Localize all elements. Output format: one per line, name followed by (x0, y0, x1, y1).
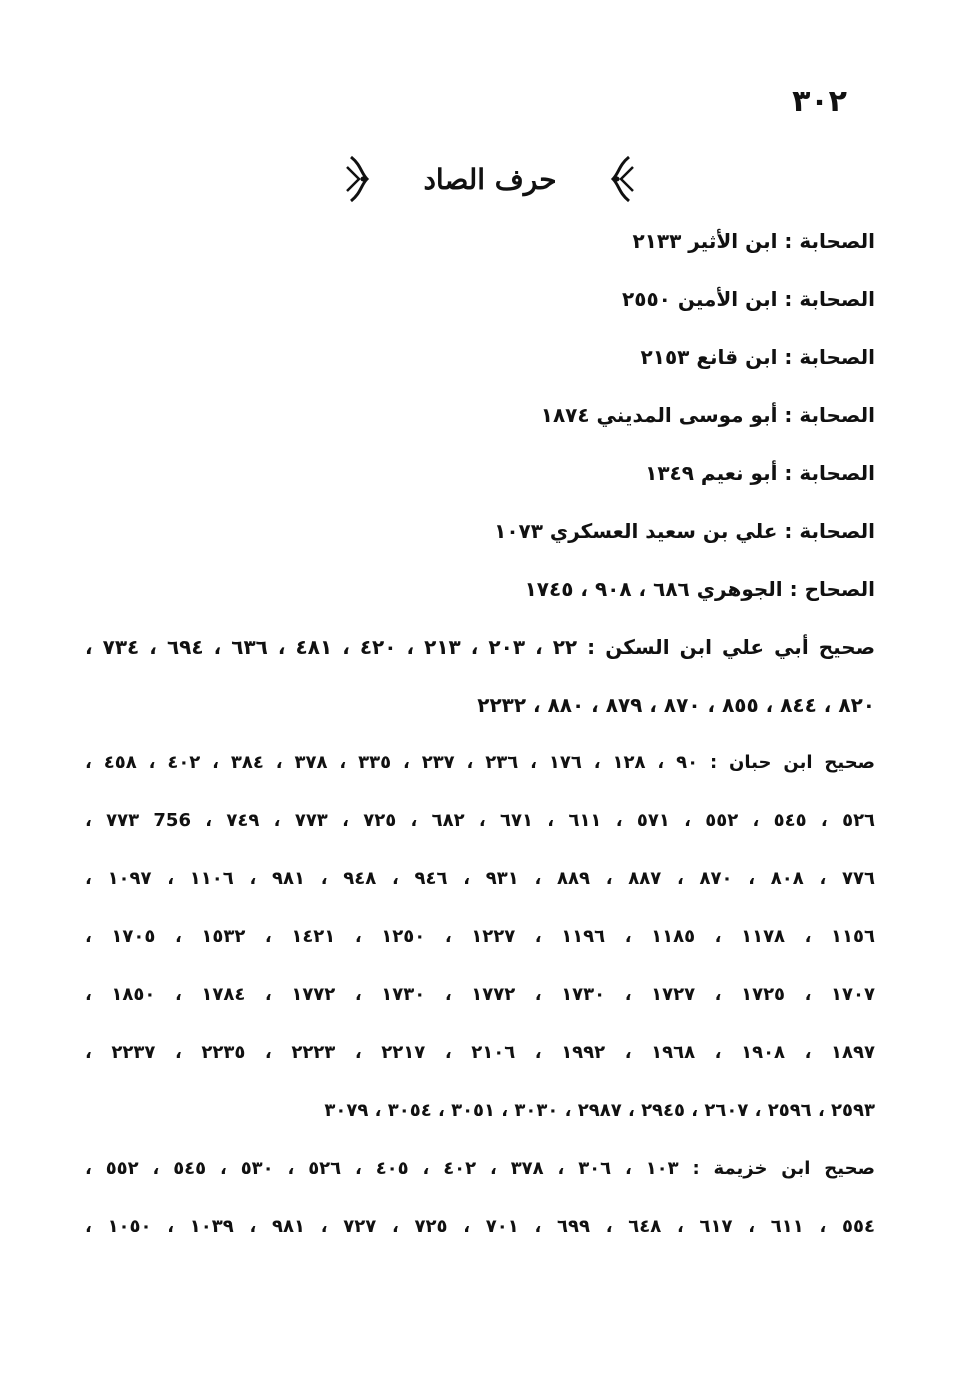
index-line: ١١٥٦ ، ١١٧٨ ، ١١٨٥ ، ١١٩٦ ، ١٢٢٧ ، ١٢٥٠ ، ١٤٢١ ، ١٥٣٢ ، ١٧٠٥ ، (85, 926, 875, 947)
index-line: صحيح ابن خزيمة : ١٠٣ ، ٣٠٦ ، ٣٧٨ ، ٤٠٢ ، ٤٠٥ ، ٥٢٦ ، ٥٣٠ ، ٥٤٥ ، ٥٥٢ ، (85, 1158, 875, 1179)
heading-title: حرف الصاد (423, 162, 557, 196)
index-line: ٨٢٠ ، ٨٤٤ ، ٨٥٥ ، ٨٧٠ ، ٨٧٩ ، ٨٨٠ ، ٢٢٣٢ (477, 693, 875, 717)
index-line: الصحابة : أبو موسى المديني ١٨٧٤ (540, 403, 875, 427)
index-line: ٥٢٦ ، ٥٤٥ ، ٥٥٢ ، ٥٧١ ، ٦١١ ، ٦٧١ ، ٦٨٢ ، ٧٢٥ ، ٧٧٣ ، ٧٤٩ ، 756 ٧٧٣ ، (85, 810, 875, 831)
index-line: ١٨٩٧ ، ١٩٠٨ ، ١٩٦٨ ، ١٩٩٢ ، ٢١٠٦ ، ٢٢١٧ ، ٢٢٢٣ ، ٢٢٣٥ ، ٢٢٣٧ ، (85, 1042, 875, 1063)
index-line: ٢٥٩٣ ، ٢٥٩٦ ، ٢٦٠٧ ، ٢٩٤٥ ، ٢٩٨٧ ، ٣٠٣٠ ، ٣٠٥١ ، ٣٠٥٤ ، ٣٠٧٩ (324, 1100, 875, 1121)
index-line: ٧٧٦ ، ٨٠٨ ، ٨٧٠ ، ٨٨٧ ، ٨٨٩ ، ٩٣١ ، ٩٤٦ ، ٩٤٨ ، ٩٨١ ، ١١٠٦ ، ١٠٩٧ ، (85, 868, 875, 889)
index-line: ١٧٠٧ ، ١٧٢٥ ، ١٧٢٧ ، ١٧٣٠ ، ١٧٧٢ ، ١٧٣٠ ، ١٧٧٢ ، ١٧٨٤ ، ١٨٥٠ ، (85, 984, 875, 1005)
index-line: الصحابة : علي بن سعيد العسكري ١٠٧٣ (494, 519, 875, 543)
index-line: الصحاح : الجوهري ٦٨٦ ، ٩٠٨ ، ١٧٤٥ (524, 577, 875, 601)
index-line: الصحابة : أبو نعيم ١٣٤٩ (645, 461, 875, 485)
index-line: الصحابة : ابن قانع ٢١٥٣ (640, 345, 875, 369)
ornament-bracket-icon (343, 153, 371, 205)
page-number: ٣٠٢ (792, 84, 847, 119)
index-entries (85, 212, 875, 1256)
index-line: ٥٥٤ ، ٦١١ ، ٦١٧ ، ٦٤٨ ، ٦٩٩ ، ٧٠١ ، ٧٢٥ ، ٧٢٧ ، ٩٨١ ، ١٠٣٩ ، ١٠٥٠ ، (85, 1216, 875, 1237)
index-line: الصحابة : ابن الأثير ٢١٣٣ (632, 229, 875, 253)
index-line: صحيح ابن حبان : ٩٠ ، ١٢٨ ، ١٧٦ ، ٢٣٦ ، ٢٣٧ ، ٣٣٥ ، ٣٧٨ ، ٣٨٤ ، ٤٠٢ ، ٤٥٨ ، (85, 752, 875, 773)
ornament-bracket-icon (609, 153, 637, 205)
index-line: صحيح أبي علي ابن السكن : ٢٢ ، ٢٠٣ ، ٢١٣ ، ٤٢٠ ، ٤٨١ ، ٦٣٦ ، ٦٩٤ ، ٧٣٤ ، (85, 635, 875, 659)
index-line: الصحابة : ابن الأمين ٢٥٥٠ (622, 287, 875, 311)
section-heading (330, 150, 650, 208)
